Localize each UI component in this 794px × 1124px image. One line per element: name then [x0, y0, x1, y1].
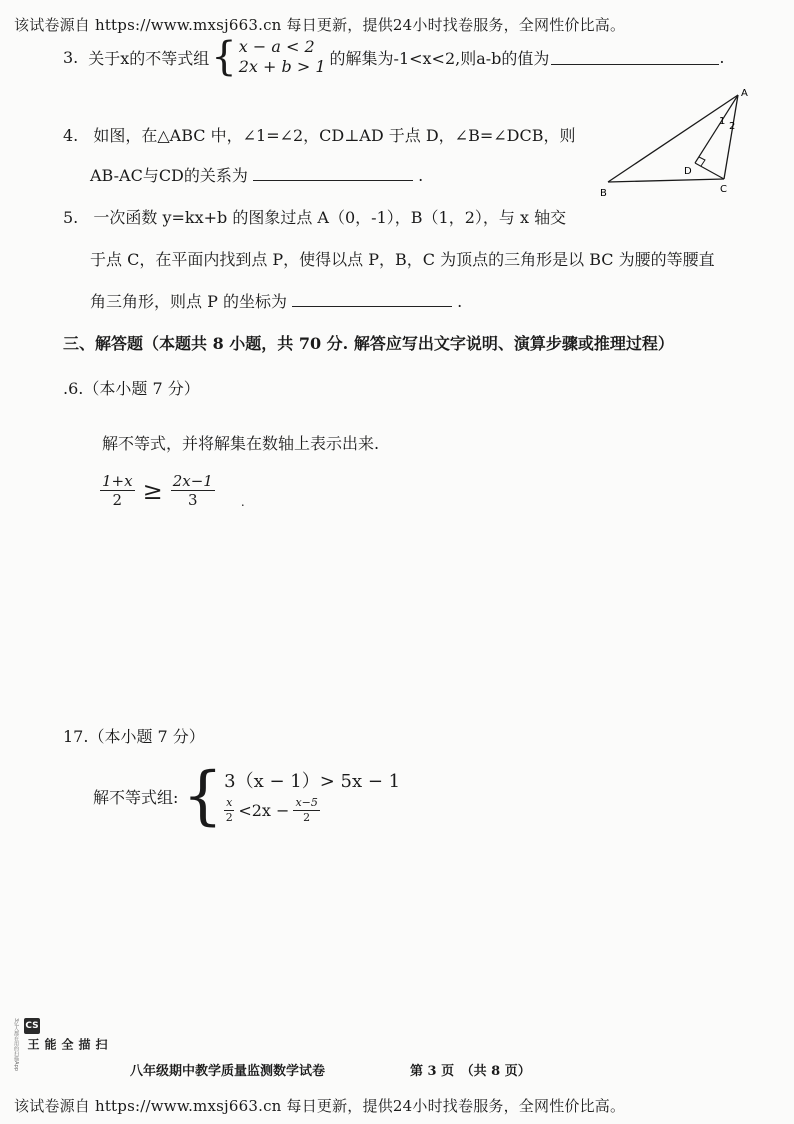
q17-frac2-den: 2 — [303, 810, 311, 824]
q5-answer-blank — [292, 292, 452, 307]
scanner-mark — [13, 1018, 108, 1071]
q3-sys-line2: 2x + b > 1 — [238, 57, 326, 76]
q4-line1: 如图，在△ABC 中，∠1=∠2，CD⊥AD 于点 D，∠B=∠DCB，则 — [93, 126, 576, 145]
q17-frac2 — [293, 796, 319, 823]
q3-brace: { — [211, 34, 237, 80]
q17-line2 — [224, 796, 400, 823]
q16-lhs-num: 1+x — [102, 472, 133, 490]
label-c: C — [720, 184, 727, 195]
source-watermark-top: 该试卷源自 https://www.mxsj663.cn 每日更新，提供24小时找卷服务，全网性价比高。 — [14, 16, 626, 34]
scanner-sub: 3亿人都在用的扫描App — [13, 1018, 19, 1071]
q5-line3: 角三角形，则点 P 的坐标为 — [90, 292, 287, 311]
q17-frac1-num: x — [226, 796, 233, 810]
q16-lhs-fraction — [100, 472, 135, 509]
source-watermark-bottom: 该试卷源自 https://www.mxsj663.cn 每日更新，提供24小时找卷服务，全网性价比高。 — [14, 1097, 626, 1115]
q3-text-after: 的解集为-1<x<2,则a-b的值为 — [329, 48, 550, 68]
q4-answer-blank — [253, 166, 413, 181]
q17-line1: 3（x − 1）> 5x − 1 — [224, 771, 401, 793]
question-5 — [63, 205, 566, 228]
footer-page: 第 3 页 （共 8 页） — [410, 1064, 531, 1079]
scanner-logo: CS — [24, 1018, 40, 1034]
q16-operator: ≥ — [142, 476, 163, 505]
q16-rhs-den: 3 — [187, 491, 198, 509]
q17-frac1 — [224, 796, 234, 823]
q17-brace: { — [182, 759, 224, 833]
q5-end: . — [457, 292, 463, 311]
scanner-name: 扫描全能王 — [26, 1038, 108, 1050]
question-4 — [63, 123, 576, 146]
question-4-line2 — [90, 163, 423, 186]
q17-line2-mid: <2x − — [238, 800, 290, 820]
q17-header: 17.（本小题 7 分） — [63, 727, 205, 746]
q5-line1: 一次函数 y=kx+b 的图象过点 A（0，-1），B（1，2），与 x 轴交 — [93, 208, 567, 227]
q17-lines — [224, 768, 400, 823]
segment-cd — [695, 163, 724, 179]
q3-system — [239, 37, 326, 77]
label-b: B — [600, 188, 607, 198]
question-3 — [63, 35, 725, 79]
q17-frac1-den: 2 — [225, 810, 233, 824]
q16-header: .6.（本小题 7 分） — [63, 379, 200, 398]
question-5-line3 — [90, 289, 462, 312]
q3-text-before: 关于x的不等式组 — [88, 48, 210, 68]
q3-sys-line1: x − a < 2 — [238, 37, 315, 56]
section-3-title: 三、解答题（本题共 8 小题，共 70 分. 解答应写出文字说明、演算步骤或推理过程） — [63, 334, 674, 353]
label-d: D — [684, 166, 692, 177]
q16-trail: . — [240, 494, 245, 509]
q4-end: . — [418, 166, 424, 185]
q16-inequality — [100, 472, 245, 509]
q16-instruction: 解不等式，并将解集在数轴上表示出来. — [102, 434, 380, 453]
right-angle-mark — [699, 157, 705, 166]
q17-instruction: 解不等式组: — [93, 787, 179, 807]
side-ac — [724, 95, 738, 179]
label-a: A — [741, 88, 748, 99]
q5-number: 5. — [63, 208, 79, 227]
q16-lhs-den: 2 — [112, 491, 123, 509]
q17-frac2-num: x−5 — [295, 796, 318, 810]
q16-rhs-num: 2x−1 — [172, 472, 213, 490]
label-angle-1: 1 — [719, 116, 726, 127]
label-angle-2: 2 — [729, 121, 736, 132]
q4-number: 4. — [63, 126, 79, 145]
q3-number: 3. — [63, 47, 79, 67]
footer-title: 八年级期中教学质量监测数学试卷 — [130, 1064, 326, 1079]
side-ab — [608, 95, 738, 182]
side-bc — [608, 179, 724, 182]
q3-end: . — [719, 47, 725, 67]
q17-system — [93, 759, 401, 833]
q4-line2: AB-AC与CD的关系为 — [90, 166, 248, 185]
q3-answer-blank — [551, 50, 719, 65]
triangle-figure — [598, 86, 758, 198]
q16-rhs-fraction — [171, 472, 215, 509]
q5-line2: 于点 C，在平面内找到点 P，使得以点 P，B，C 为顶点的三角形是以 BC 为腰的等腰直 — [90, 250, 715, 269]
